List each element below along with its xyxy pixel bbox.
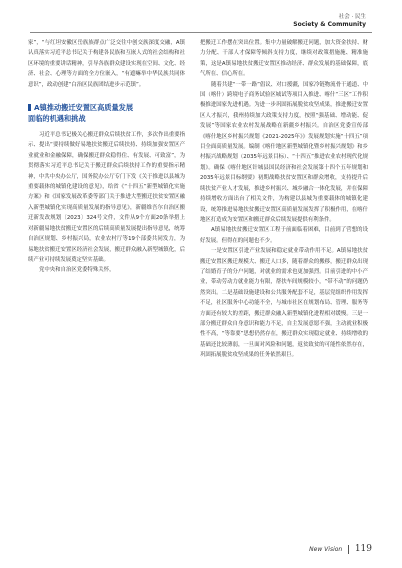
section-title-en: Society & Community — [293, 21, 366, 28]
section-heading-line1: A镇推动搬迁安置区高质量发展 — [34, 103, 134, 113]
heading-marker — [28, 104, 31, 111]
section-title-cn: 社会 · 民生 — [338, 14, 366, 20]
magazine-brand: New Vision — [309, 545, 343, 553]
body-paragraph: A镇易地扶贫搬迁安置区工程于前面临着困难，目前到了营想的设好发展。但得在的问题也不少。 — [200, 227, 368, 244]
left-column — [28, 38, 185, 276]
right-column — [200, 38, 368, 361]
body-paragraph: 党中央和自治区党委特殊关怀， — [39, 267, 115, 274]
body-paragraph: 习近平总书记极关心搬迁群众后续扶贫工作，多次作出重要指示、提出“要持续做好易地扶贫搬迁后续扶持、持续加强安置区产业就业和金融保障，确保搬迁群众稳得住、有发展、可致富”，为贯彻落实习近平总书记关于搬迁群众后续扶持工作的重要指示精神，中共中央办公厅，国务院办公厅专门下发《关于推进以县城为重要载体的城镇化建设的意见》，给省《“十四五”新型城镇化实施方案》和《国家发展改革委等部门关于推进大型搬迁扶贫安置区融入新型城镇化实现高质量发展的指导意见》，新疆维吾尔自治区搬迁新发改规划〔2023〕324号文件，文件从9个方面20条举措上对新疆易地扶贫搬迁安置区的后续高质量发展提出指导意见，统筹自治区规划、乡村振兴局，农业农村厅等19个部委共同发力，为易地扶贫搬迁安置区经济社会发展，搬迁群众融入新型城镇化，后续产业可持续发展奠定坚实基础。 — [28, 132, 185, 263]
header-divider — [30, 32, 372, 33]
body-paragraph: 一是安置区引进产业发展和稳定就业带动作用不足。A镇易地扶贫搬迁安置区搬迁规模大、搬迁人口多，随着群众的搬移，搬迁群众出现了结婚育子的分户问题，对就业的需求也更加强烈。目前引进的中小产业，带动劳动力就业能力有限，帮扶车间规模较小，“带不动”的问题仍然突出。二是基础设施建设和公共服务配套不足，基层党组织作用发挥不足，社区服务中心功能不全，与城市社区在规划布局、管理、服务等方面还有较大的差距，搬迁群众融入新型城镇化进程相对缓慢。三是一部分搬迁群众自身意识和能力不足，自主发展意愿不强，主动就业积极性不高，“等靠要”思想仍然存在，搬迁群众实现稳定就业、持续增收的基础还比较薄弱，一旦面对风险和问题，返贫致贫的可能性依然存在，巩固拓展脱贫攻坚成果的任务依然艰巨。 — [200, 248, 368, 359]
section-heading-line2: 面临的机遇和挑战 — [28, 114, 86, 124]
page-footer — [309, 544, 372, 554]
body-paragraph: 家”，“与红坦安徽区岳族族群点广泛交往中创交族深度交融，A镇认真落实习近平总书记关于构建各民族和互嵌人式的社会结构和社区环境的重要讲话精神，引导各族群众建设实现在空间、文化、经济、社会、心理等方面的全方位嵌入，“有遮嘛举中华民族共同体意识”，政动创建“白治区民族团结进步示范镇”。 — [28, 40, 185, 88]
section-header — [293, 14, 366, 29]
page-number: 119 — [354, 544, 372, 554]
section-heading — [28, 102, 185, 124]
footer-divider — [348, 545, 349, 554]
body-paragraph: 把搬迁工作摆在突出位置。集中力量破解搬迁问题，加大资金扶持、财力分配、干部人才保障等倾斜支持力度，继续对政策措施施、精准施策，这是A镇易地扶贫搬迁安置区推动经济、群众发展的基础保障，底气所在、信心所在。 — [200, 40, 368, 78]
body-paragraph: 随着共建“一带一路”倡议、对口援疆，国家冷链物流骨干通道、中国（喀什）跨境电子商务试验区城试等项目入推进、喀什“三区”工作积极推进国家先进机遇。为进一步巩固拓展脱贫攻坚成果，推进搬迁安置区人才振兴，我州持续加大政策支持力度，按照“强基础、增动能、促发展”等国家农业农村发展战略在新疆乡村振兴。自治区党委宣传部《喀什地区乡村振兴规划《2021-2025年》》发展规划实施“十四五”项目全面高质量发展。编制《喀什地区新型城镇化暨乡村振兴规划》和乡村振兴战略规划（2035年远景目标）、“十四五”推进农业农村现代化规划》。确保《喀什地区针城县国民经济和社会发展第十四个五年规划和2035年远景目标纲要》初期战略扶贫安置区和群众增收，支持提升后续扶贫产业人才发展，推进乡村振兴、城乡融合一体化发展，并在保障持续增收方面出台了相关文件，为构建以县城为重要载体的城镇化建设，统筹推进易地扶贫搬迁安置区高质量发展发挥了积极作用，在喀什地区打造成为安置区和搬迁群众后续发展提供有利条件。 — [200, 81, 368, 223]
